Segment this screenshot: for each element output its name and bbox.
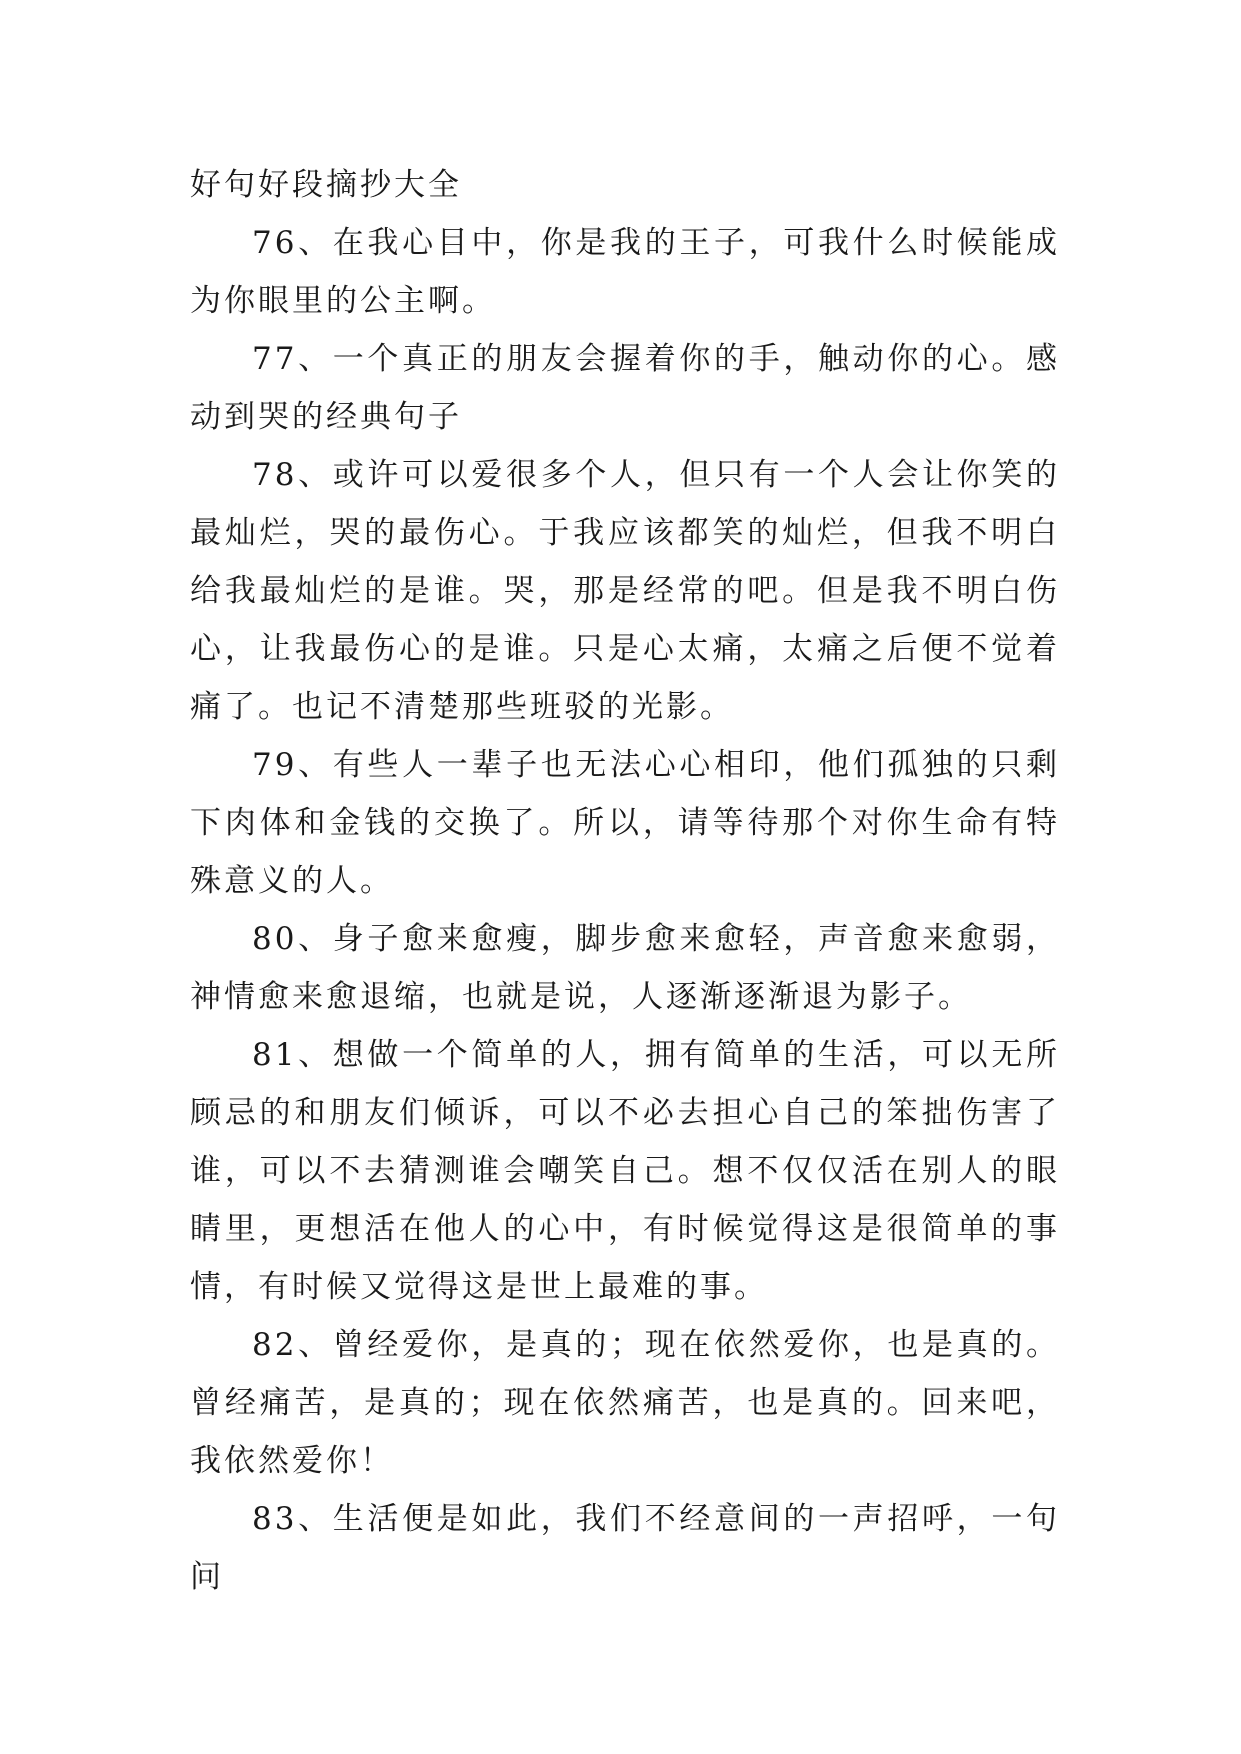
paragraph-81: 81、想做一个简单的人，拥有简单的生活，可以无所顾忌的和朋友们倾诉，可以不必去担心自己的笨拙伤害了谁，可以不去猜测谁会嘲笑自己。想不仅仅活在别人的眼睛里，更想活在他人的心中，有时候觉得这是很简单的事情，有时候又觉得这是世上最难的事。 xyxy=(190,1037,1060,1305)
paragraph-77: 77、一个真正的朋友会握着你的手，触动你的心。感动到哭的经典句子 xyxy=(190,341,1060,435)
document-title: 好句好段摘抄大全 xyxy=(190,167,462,203)
paragraph-78: 78、或许可以爱很多个人，但只有一个人会让你笑的最灿烂，哭的最伤心。于我应该都笑的灿烂，但我不明白给我最灿烂的是谁。哭，那是经常的吧。但是我不明白伤心，让我最伤心的是谁。只是心太痛，太痛之后便不觉着痛了。也记不清楚那些班驳的光影。 xyxy=(190,457,1060,725)
paragraph-79: 79、有些人一辈子也无法心心相印，他们孤独的只剩下肉体和金钱的交换了。所以，请等待那个对你生命有特殊意义的人。 xyxy=(190,747,1060,899)
paragraph-82: 82、曾经爱你，是真的；现在依然爱你，也是真的。曾经痛苦，是真的；现在依然痛苦，也是真的。回来吧，我依然爱你！ xyxy=(190,1327,1060,1479)
paragraph-80: 80、身子愈来愈瘦，脚步愈来愈轻，声音愈来愈弱，神情愈来愈退缩，也就是说，人逐渐逐渐退为影子。 xyxy=(190,921,1060,1015)
paragraph-76: 76、在我心目中，你是我的王子，可我什么时候能成为你眼里的公主啊。 xyxy=(190,225,1060,319)
paragraph-83: 83、生活便是如此，我们不经意间的一声招呼，一句问 xyxy=(190,1501,1060,1595)
document-body xyxy=(190,156,1060,1606)
